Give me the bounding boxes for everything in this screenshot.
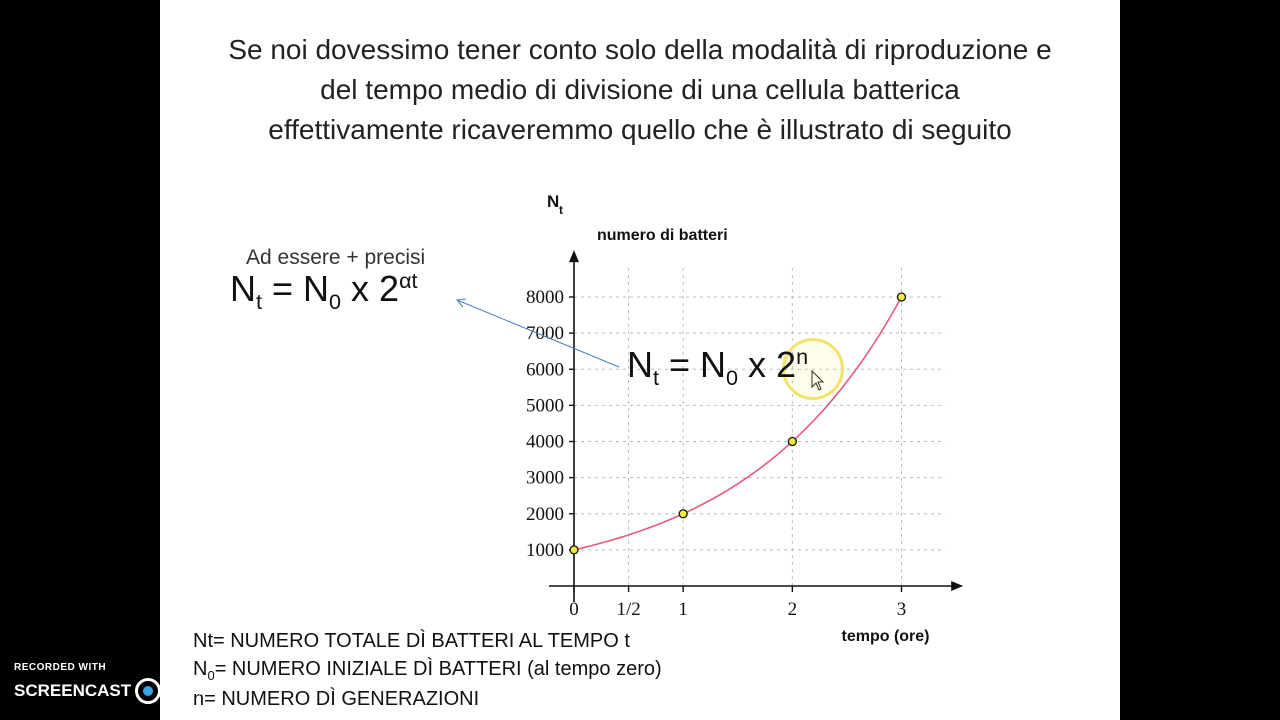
formula-subscript: t <box>653 365 659 391</box>
formula-subscript: t <box>256 289 262 315</box>
screencast-watermark <box>14 662 214 704</box>
x-tick-label: 1/2 <box>616 599 641 620</box>
screencast-logo-icon <box>135 678 161 704</box>
annotation-arrow <box>457 300 619 367</box>
data-point <box>679 510 687 518</box>
data-point <box>788 438 796 446</box>
y-tick-label: 7000 <box>526 323 564 345</box>
formula-subscript: 0 <box>329 289 342 315</box>
y-axis-arrow-icon <box>569 250 579 262</box>
y-tick-label: 2000 <box>526 503 564 525</box>
formula-term: = N <box>659 344 727 385</box>
y-tick-label: 6000 <box>526 359 564 381</box>
y-tick-label: 4000 <box>526 431 564 453</box>
y-axis-symbol-subscript: t <box>559 203 563 218</box>
formula-term: N <box>230 268 256 309</box>
formula-subscript: 0 <box>726 365 739 391</box>
formula-term: x 2 <box>341 268 400 309</box>
definition-text: = NUMERO INIZIALE DÌ BATTERI (al tempo zero) <box>214 658 662 680</box>
watermark-suffix: MATIC <box>165 682 214 699</box>
data-point <box>570 546 578 554</box>
title-line: effettivamente ricaveremmo quello che è illustrato di seguito <box>268 114 1012 145</box>
x-tick-label: 1 <box>678 599 688 620</box>
precise-note: Ad essere + precisi <box>246 246 426 269</box>
definition-n: n= NUMERO DÌ GENERAZIONI <box>193 688 480 710</box>
watermark-brand <box>14 678 214 704</box>
y-tick-label: 3000 <box>526 467 564 489</box>
definition-n0 <box>193 658 662 683</box>
watermark-brand-text: SCREENCAST <box>14 681 132 700</box>
definition-nt: Nt= NUMERO TOTALE DÌ BATTERI AL TEMPO t <box>193 630 630 652</box>
formula-alpha <box>230 268 418 315</box>
x-axis-arrow-icon <box>951 581 963 591</box>
data-point <box>898 293 906 301</box>
y-tick-label: 5000 <box>526 395 564 417</box>
y-axis-symbol: N <box>547 192 560 212</box>
x-tick-label: 0 <box>569 599 579 620</box>
y-axis-label: numero di batteri <box>597 227 728 245</box>
formula-exponent: αt <box>399 268 418 293</box>
y-tick-label: 8000 <box>526 287 564 308</box>
title-line: del tempo medio di divisione di una cellula batterica <box>320 74 960 105</box>
slide <box>160 0 1120 720</box>
growth-curve <box>574 297 902 550</box>
formula-exponent: n <box>796 344 809 369</box>
formula-term: N <box>627 344 653 385</box>
formula-term: = N <box>262 268 330 309</box>
formula-term: x 2 <box>738 344 797 385</box>
title-line: Se noi dovessimo tener conto solo della modalità di riproduzione e <box>228 34 1052 65</box>
y-tick-label: 1000 <box>526 539 564 561</box>
formula-n <box>627 344 808 391</box>
x-tick-label: 2 <box>787 599 798 620</box>
watermark-top-text: RECORDED WITH <box>14 662 107 673</box>
x-tick-label: 3 <box>896 599 907 620</box>
definition-subscript: 0 <box>207 668 215 683</box>
x-axis-label: tempo (ore) <box>841 628 930 645</box>
definition-term: N <box>193 658 208 680</box>
